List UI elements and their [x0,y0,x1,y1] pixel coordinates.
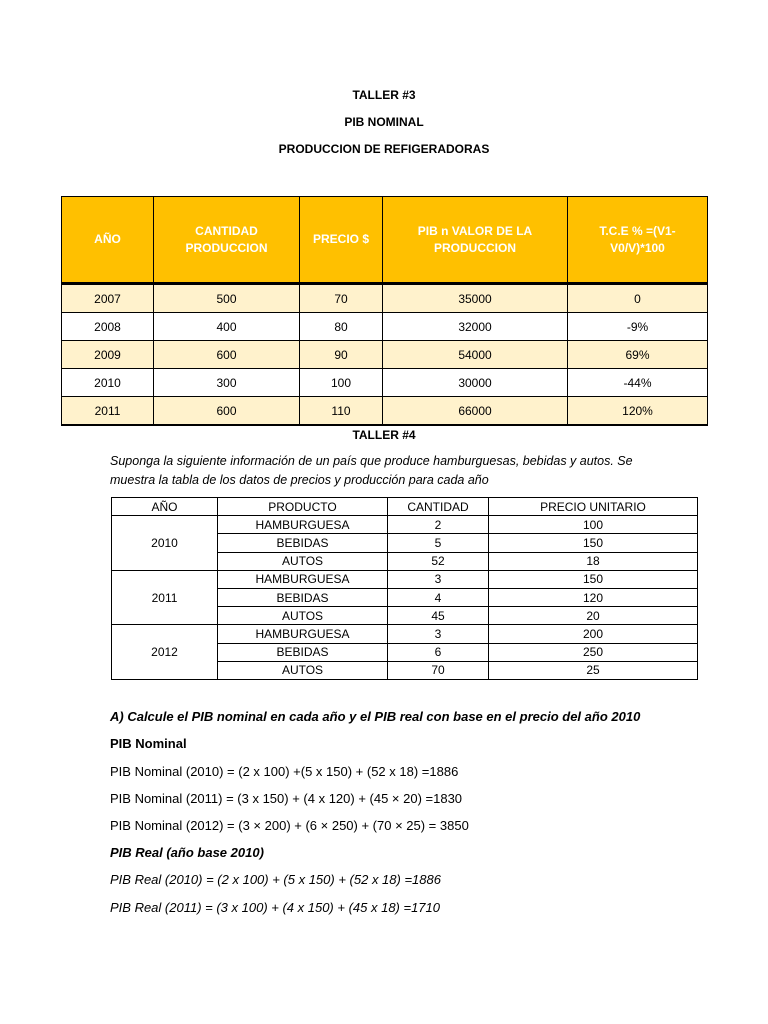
year-cell: 2011 [112,570,218,625]
header-cell: AÑO [112,498,218,516]
products-table [111,497,698,680]
table-row [112,625,698,643]
table-cell: 120% [568,397,708,426]
pib-nominal-heading: PIB Nominal [110,736,187,751]
header-cell: AÑO [62,197,154,284]
table-cell: 70 [388,661,489,679]
table-cell: 2 [388,516,489,534]
table-cell: HAMBURGUESA [218,570,388,588]
table-cell: 32000 [383,313,568,341]
table-cell: AUTOS [218,661,388,679]
nominal-line: PIB Nominal (2011) = (3 x 150) + (4 x 120) + (45 × 20) =1830 [110,791,463,806]
table-cell: 2007 [62,284,154,313]
header-cell: PIB n VALOR DE LA PRODUCCION [383,197,568,284]
table-cell: 20 [489,607,698,625]
table-cell: -9% [568,313,708,341]
table-cell: BEBIDAS [218,534,388,552]
table-cell: 2011 [62,397,154,426]
table-cell: 35000 [383,284,568,313]
title-pib-nominal: PIB NOMINAL [344,115,424,129]
title-produccion: PRODUCCION DE REFIGERADORAS [278,142,490,156]
table-cell: 3 [388,570,489,588]
title-taller-3: TALLER #3 [352,88,416,102]
table-cell: 150 [489,570,698,588]
table-cell: HAMBURGUESA [218,625,388,643]
table-cell: 150 [489,534,698,552]
table-row [62,313,708,341]
table-cell: 2009 [62,341,154,369]
table-cell: 600 [154,397,300,426]
pib-real-heading: PIB Real (año base 2010) [110,845,264,860]
table-cell: 500 [154,284,300,313]
table-cell: -44% [568,369,708,397]
table-cell: 100 [300,369,383,397]
header-cell: PRODUCTO [218,498,388,516]
table-cell: 120 [489,588,698,606]
table-cell: 52 [388,552,489,570]
intro-paragraph: Suponga la siguiente información de un país que produce hamburguesas, bebidas y autos. Se muestra la tabla de los datos de precios y producción para cada año [110,454,633,487]
table-cell: 25 [489,661,698,679]
nominal-line: PIB Nominal (2010) = (2 x 100) +(5 x 150) + (52 x 18) =1886 [110,764,459,779]
table-cell: AUTOS [218,607,388,625]
real-line: PIB Real (2011) = (3 x 100) + (4 x 150) + (45 x 18) =1710 [110,900,441,915]
table-cell: BEBIDAS [218,643,388,661]
table-cell: 90 [300,341,383,369]
table-cell: 6 [388,643,489,661]
refrigeradoras-table [61,196,708,426]
table-row [62,341,708,369]
table-cell: 2008 [62,313,154,341]
table-cell: 18 [489,552,698,570]
table-cell: 250 [489,643,698,661]
table-cell: 70 [300,284,383,313]
table-cell: 4 [388,588,489,606]
table1-header-row [62,197,708,284]
header-cell: CANTIDAD PRODUCCION [154,197,300,284]
table-cell: 5 [388,534,489,552]
table-cell: 45 [388,607,489,625]
title-taller-4: TALLER #4 [352,428,416,442]
table-cell: BEBIDAS [218,588,388,606]
table-cell: 80 [300,313,383,341]
table-row [62,284,708,313]
table-cell: 600 [154,341,300,369]
table-cell: 200 [489,625,698,643]
question-a: A) Calcule el PIB nominal en cada año y el PIB real con base en el precio del año 2010 [110,709,641,724]
table-cell: 54000 [383,341,568,369]
header-cell: T.C.E % =(V1-V0/V)*100 [568,197,708,284]
table-cell: 110 [300,397,383,426]
real-line: PIB Real (2010) = (2 x 100) + (5 x 150) + (52 x 18) =1886 [110,872,441,887]
table-cell: 2010 [62,369,154,397]
table-row [62,397,708,426]
header-cell: PRECIO UNITARIO [489,498,698,516]
year-cell: 2012 [112,625,218,680]
table-cell: 300 [154,369,300,397]
table-row [62,369,708,397]
table-cell: AUTOS [218,552,388,570]
table-cell: HAMBURGUESA [218,516,388,534]
table-row [112,570,698,588]
table-cell: 69% [568,341,708,369]
year-cell: 2010 [112,516,218,571]
table-cell: 400 [154,313,300,341]
table-cell: 30000 [383,369,568,397]
table-row [112,516,698,534]
table-cell: 3 [388,625,489,643]
header-cell: PRECIO $ [300,197,383,284]
table2-header-row [112,498,698,516]
nominal-line: PIB Nominal (2012) = (3 × 200) + (6 × 250) + (70 × 25) = 3850 [110,818,469,833]
header-cell: CANTIDAD [388,498,489,516]
table-cell: 100 [489,516,698,534]
table-cell: 66000 [383,397,568,426]
table-cell: 0 [568,284,708,313]
